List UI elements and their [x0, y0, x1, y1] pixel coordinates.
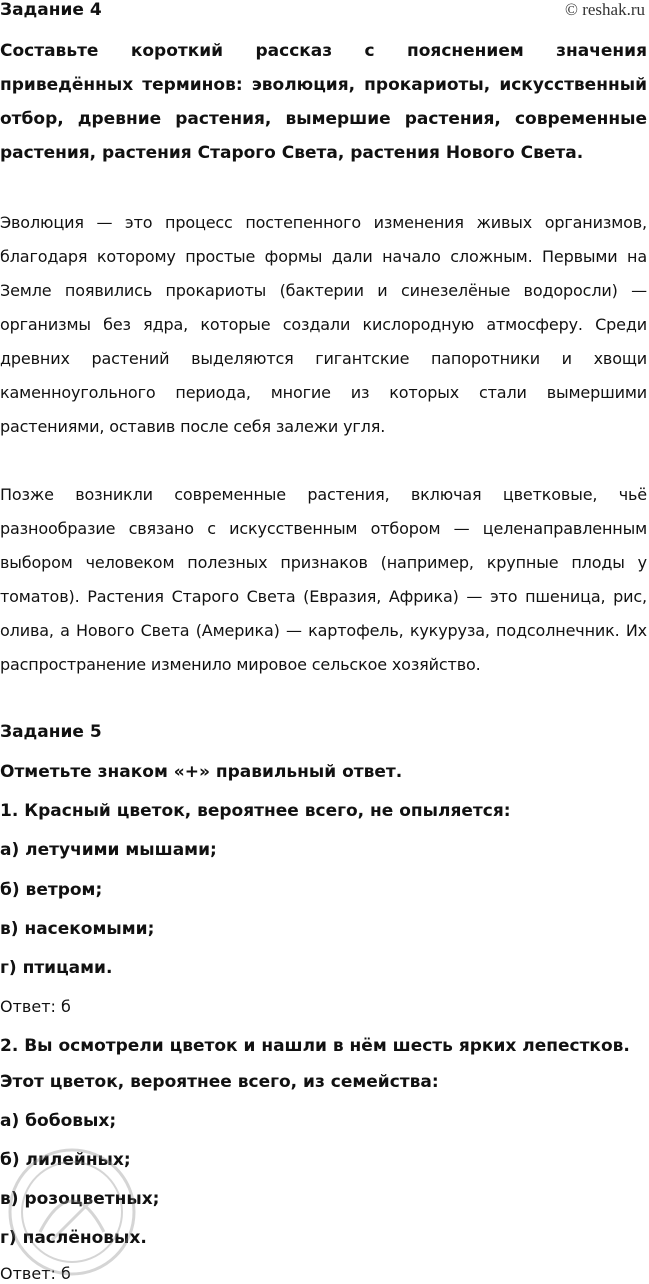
q2-text-line1: 2. Вы осмотрели цветок и нашли в нём шесть ярких лепестков. [0, 1036, 630, 1056]
task4-paragraph-1: Эволюция — это процесс постепенного изменения живых организмов, благодаря которому простые формы дали начало сложным. Первыми на Земле появились прокариоты (бактерии и синезелёные водоросли) — организмы без ядра, которые создали кислородную атмосферу. Среди древних растений выделяются гигантские папоротники и хвощи каменноугольного периода, многие из которых стали вымершими растениями, оставив после себя залежи угля. [0, 213, 647, 436]
q2-option-b: б) лилейных; [0, 1150, 131, 1170]
q2-answer: Ответ: б [0, 1264, 71, 1283]
reshak-seal-icon [0, 1140, 150, 1284]
task4-question: Составьте короткий рассказ с пояснением значения приведённых терминов: эволюция, прокариоты, искусственный отбор, древние растения, вымершие растения, современные растения, растения Старого Света, растения Нового Света. [0, 41, 647, 163]
task5-heading: Задание 5 [0, 722, 102, 742]
q2-option-c: в) розоцветных; [0, 1189, 160, 1209]
q2-option-d: г) паслёновых. [0, 1228, 147, 1248]
q1-answer: Ответ: б [0, 997, 71, 1016]
q2-option-a: а) бобовых; [0, 1111, 117, 1131]
q1-text: 1. Красный цветок, вероятнее всего, не опыляется: [0, 801, 511, 821]
task5-instruction: Отметьте знаком «+» правильный ответ. [0, 762, 403, 782]
q1-option-b: б) ветром; [0, 880, 103, 900]
task4-heading: Задание 4 [0, 0, 102, 20]
q1-option-d: г) птицами. [0, 958, 113, 978]
watermark-text: © reshak.ru [565, 0, 645, 19]
q2-text-line2: Этот цветок, вероятнее всего, из семейства: [0, 1072, 439, 1092]
task4-paragraph-2: Позже возникли современные растения, включая цветковые, чьё разнообразие связано с искусственным отбором — целенаправленным выбором человеком полезных признаков (например, крупные плоды у томатов). Растения Старого Света (Евразия, Африка) — это пшеница, рис, олива, а Нового Света (Америка) — картофель, кукуруза, подсолнечник. Их распространение изменило мировое сельское хозяйство. [0, 485, 647, 674]
q1-option-a: а) летучими мышами; [0, 840, 217, 860]
q1-option-c: в) насекомыми; [0, 919, 155, 939]
